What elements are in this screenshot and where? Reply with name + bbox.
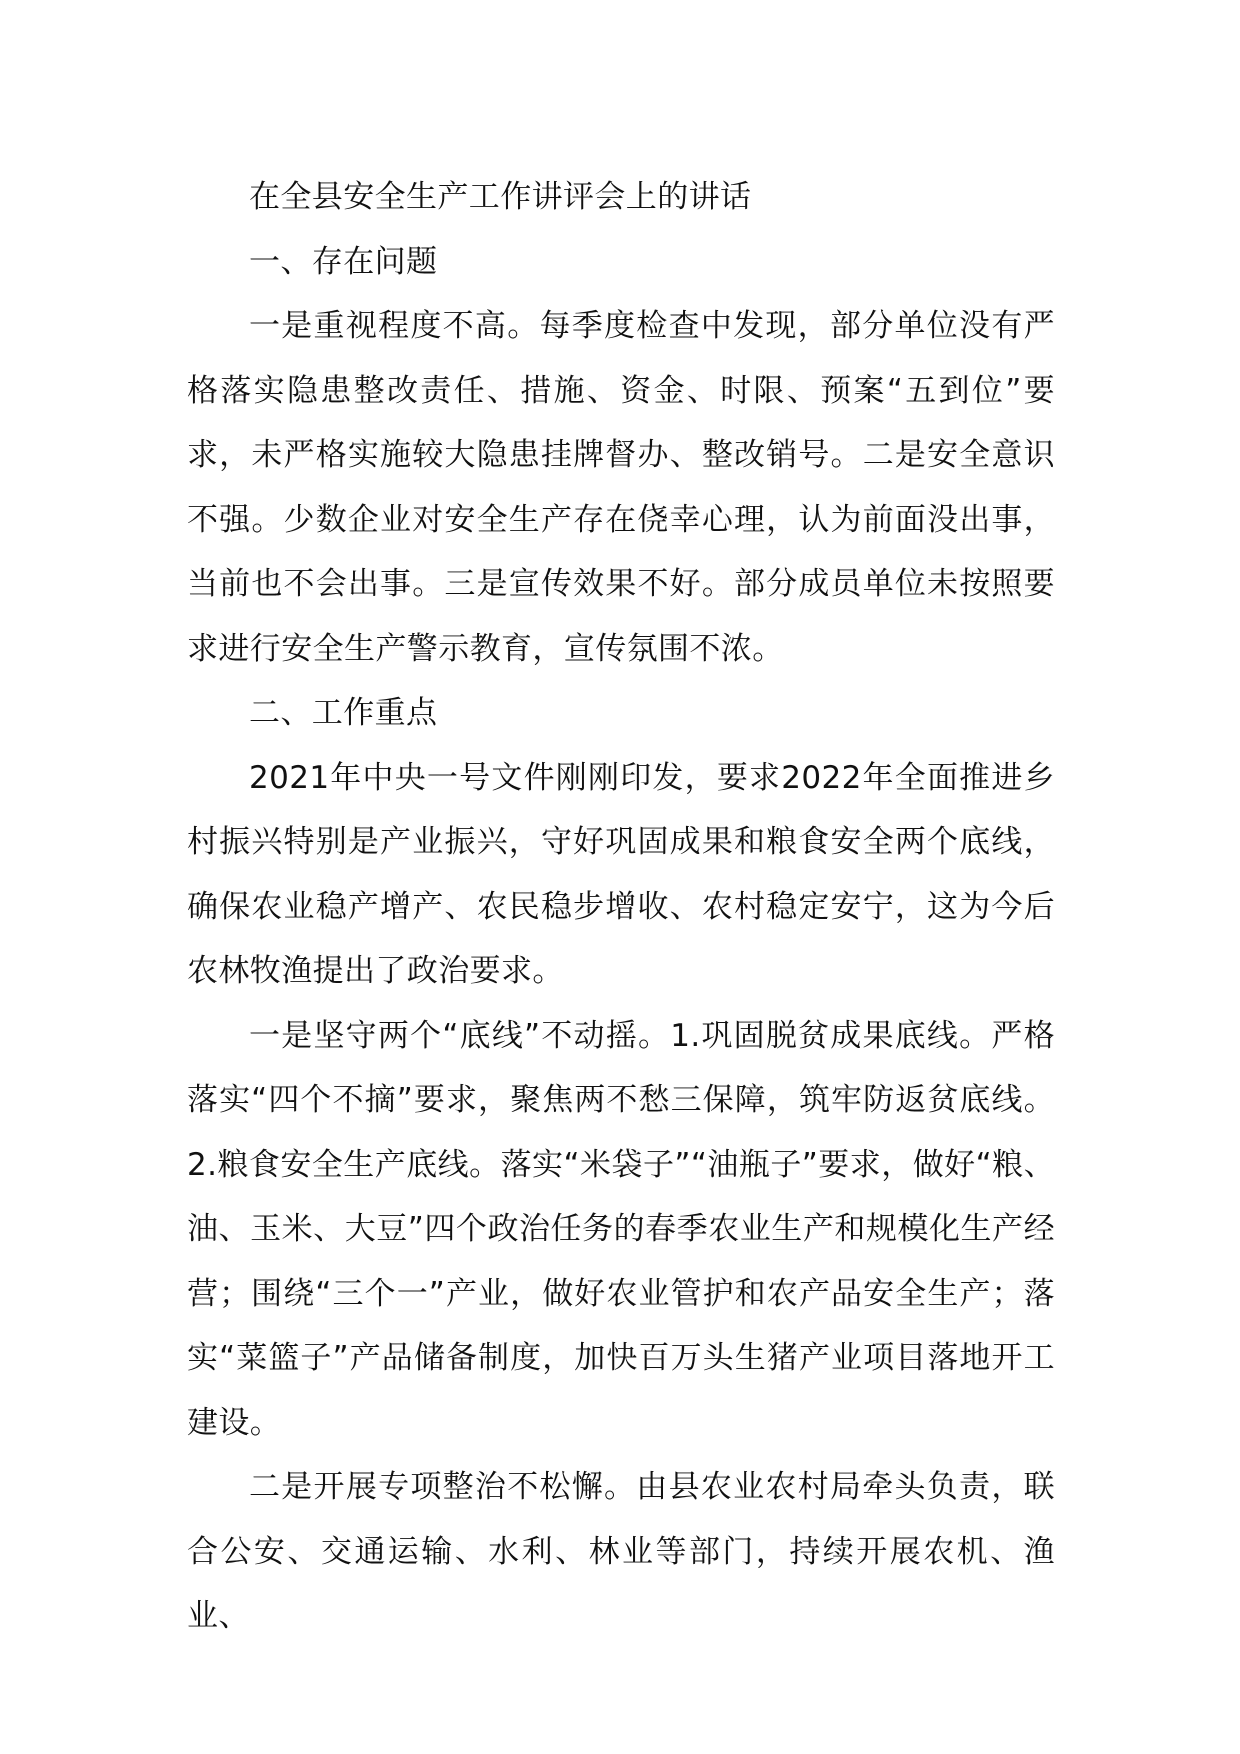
section-heading-problems: 一、存在问题 [249, 243, 438, 280]
priority-point-two-paragraph: 二是开展专项整治不松懈。由县农业农村局牵头负责，联合公安、交通运输、水利、林业等部门，持续开展农机、渔业、 [187, 1469, 1055, 1634]
priorities-intro-paragraph: 2021年中央一号文件刚刚印发，要求2022年全面推进乡村振兴特别是产业振兴，守好巩固成果和粮食安全两个底线，确保农业稳产增产、农民稳步增收、农村稳定安宁，这为今后农林牧渔提出了政治要求。 [187, 759, 1055, 989]
document-body [187, 165, 1055, 1649]
problems-paragraph: 一是重视程度不高。每季度检查中发现，部分单位没有严格落实隐患整改责任、措施、资金、时限、预案“五到位”要求，未严格实施较大隐患挂牌督办、整改销号。二是安全意识不强。少数企业对安全生产存在侥幸心理，认为前面没出事，当前也不会出事。三是宣传效果不好。部分成员单位未按照要求进行安全生产警示教育，宣传氛围不浓。 [187, 308, 1055, 667]
priority-point-one-paragraph: 一是坚守两个“底线”不动摇。1.巩固脱贫成果底线。严格落实“四个不摘”要求，聚焦两不愁三保障，筑牢防返贫底线。2.粮食安全生产底线。落实“米袋子”“油瓶子”要求，做好“粮、油、玉米、大豆”四个政治任务的春季农业生产和规模化生产经营；围绕“三个一”产业，做好农业管护和农产品安全生产；落实“菜篮子”产品储备制度，加快百万头生猪产业项目落地开工建设。 [187, 1017, 1055, 1441]
section-heading-priorities: 二、工作重点 [249, 695, 438, 731]
document-title: 在全县安全生产工作讲评会上的讲话 [249, 179, 752, 215]
